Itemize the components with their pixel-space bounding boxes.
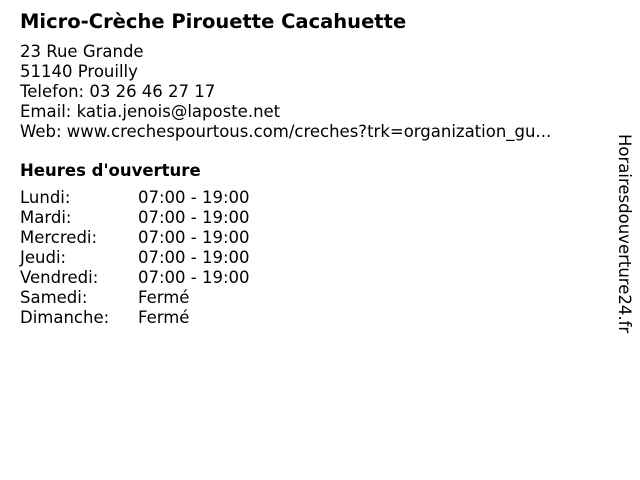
day-label: Samedi: — [20, 288, 88, 307]
hours-row-tuesday — [20, 208, 600, 228]
hours-row-sunday — [20, 308, 600, 328]
phone-line: Telefon: 03 26 46 27 17 — [20, 82, 216, 101]
time-value: Fermé — [138, 308, 190, 327]
hours-row-monday — [20, 188, 600, 208]
time-value: 07:00 - 19:00 — [138, 248, 250, 267]
day-label: Lundi: — [20, 188, 71, 207]
contact-block — [20, 42, 600, 142]
day-label: Jeudi: — [20, 248, 67, 267]
web-line: Web: www.crechespourtous.com/creches?trk=organization_gu... — [20, 122, 552, 141]
hours-row-wednesday — [20, 228, 600, 248]
business-title: Micro-Crèche Pirouette Cacahuette — [20, 10, 407, 33]
hours-table — [20, 188, 600, 328]
time-value: Fermé — [138, 288, 190, 307]
time-value: 07:00 - 19:00 — [138, 268, 250, 287]
day-label: Dimanche: — [20, 308, 110, 327]
hours-heading: Heures d'ouverture — [20, 161, 201, 180]
time-value: 07:00 - 19:00 — [138, 188, 250, 207]
hours-row-friday — [20, 268, 600, 288]
day-label: Mercredi: — [20, 228, 98, 247]
street-address: 23 Rue Grande — [20, 42, 144, 61]
time-value: 07:00 - 19:00 — [138, 208, 250, 227]
business-card — [20, 10, 600, 328]
email-line: Email: katia.jenois@laposte.net — [20, 102, 281, 121]
day-label: Vendredi: — [20, 268, 99, 287]
hours-row-saturday — [20, 288, 600, 308]
day-label: Mardi: — [20, 208, 72, 227]
time-value: 07:00 - 19:00 — [138, 228, 250, 247]
site-watermark: Horairesdouverture24.fr — [615, 134, 634, 334]
city-postcode: 51140 Prouilly — [20, 62, 138, 81]
hours-row-thursday — [20, 248, 600, 268]
